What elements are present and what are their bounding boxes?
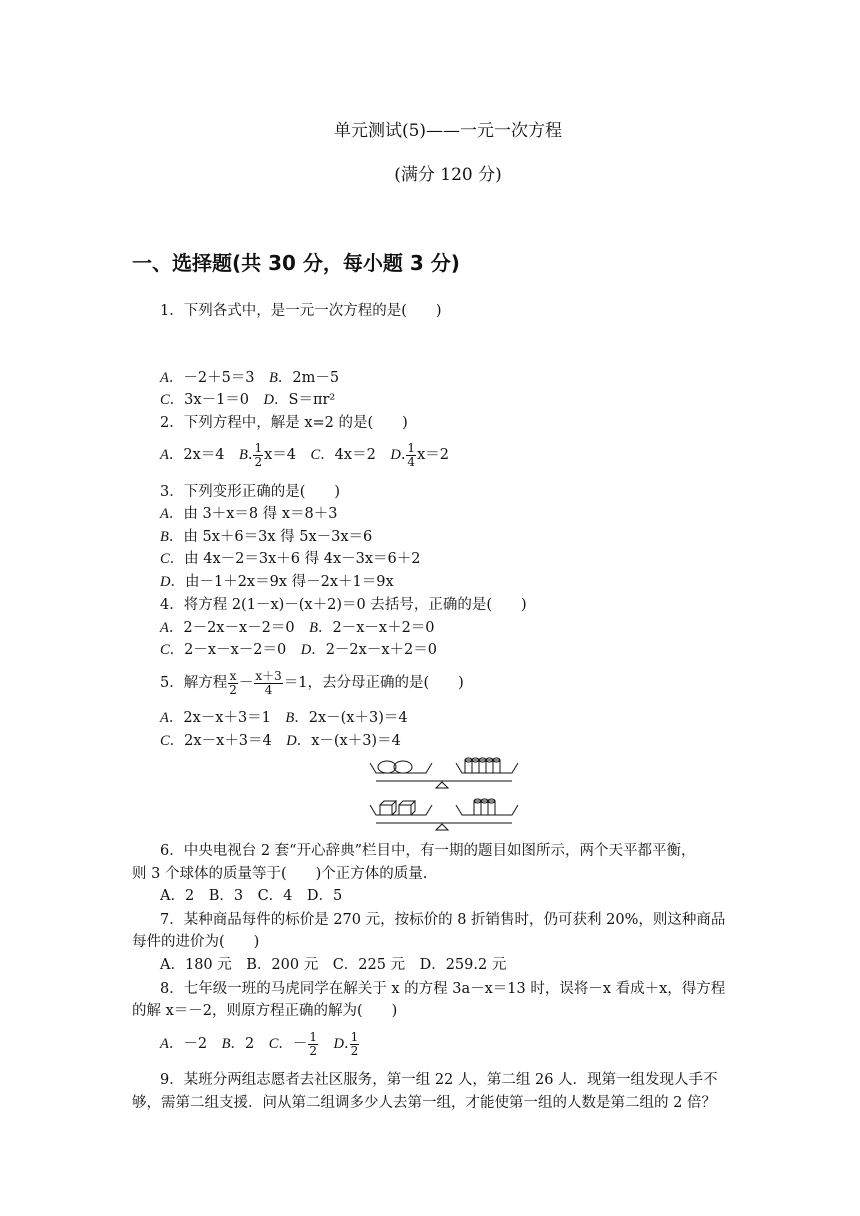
- fraction-one-quarter: $\frac{1}{4}$: [407, 440, 416, 469]
- question-5-options-cd: C．2x－x＋3＝4 D．x－(x＋3)＝4: [160, 733, 401, 749]
- question-9-line-1: 9．某班分两组志愿者去社区服务，第一组 22 人，第二组 26 人．现第一组发现人手不: [160, 1072, 718, 1088]
- q3-option-c-text: 由 4x－2＝3x＋6 得 4x－3x＝6＋2: [184, 551, 421, 567]
- question-8-line-1: 8．七年级一班的马虎同学在解关于 x 的方程 3a－x＝13 时，误将－x 看成＋x，得方程: [160, 981, 726, 997]
- q4-option-a: 2－2x－x－2＝0: [183, 620, 295, 636]
- question-3-stem: 3．下列变形正确的是( ): [160, 484, 341, 500]
- document-subtitle: (满分 120 分): [394, 165, 502, 185]
- question-2-options: A．2x＝4 B. $\frac{1}{2}$ x＝4 C．4x＝2 D. $\frac{1}{4}$ x＝2: [160, 440, 449, 469]
- question-5-stem: 5．解方程 $\frac{x}{2}$ － $\frac{x+3}{4}$ ＝1，去分母正确的是( ): [160, 668, 464, 697]
- question-7-line-1: 7．某种商品每件的标价是 270 元，按标价的 8 折销售时，仍可获利 20%，则这种商品: [160, 912, 726, 928]
- q1-option-d: S＝πr²: [288, 392, 336, 408]
- question-9-line-2: 够，需第二组支援．问从第二组调多少人去第一组，才能使第一组的人数是第二组的 2 倍？: [132, 1095, 716, 1111]
- balance-scales-figure: [366, 755, 526, 833]
- section-heading: 一、选择题(共 30 分，每小题 3 分): [132, 251, 460, 275]
- question-5-options-ab: A．2x－x＋3＝1 B．2x－(x＋3)＝4: [160, 710, 408, 726]
- fraction-one-half-c: $\frac{1}{2}$: [309, 1029, 317, 1058]
- question-6-options: A．2 B．3 C．4 D．5: [160, 888, 343, 904]
- question-2-stem: 2．下列方程中，解是 x=2 的是( ): [160, 415, 408, 431]
- question-4-options-ab: A．2－2x－x－2＝0 B．2－x－x＋2＝0: [160, 620, 435, 636]
- q3-option-b-text: 由 5x＋6＝3x 得 5x－3x＝6: [183, 529, 373, 545]
- question-1-options-ab: A．－2＋5＝3 B．2m－5: [160, 370, 340, 386]
- question-3-option-c: C．由 4x－2＝3x＋6 得 4x－3x＝6＋2: [160, 551, 421, 567]
- question-7-options: A．180 元 B．200 元 C．225 元 D．259.2 元: [160, 957, 507, 973]
- question-7-line-2: 每件的进价为( ): [132, 934, 260, 950]
- question-8-options: A．－2 B．2 C．－ $\frac{1}{2}$ D. $\frac{1}{2}$: [160, 1029, 359, 1058]
- q5-option-b: 2x－(x＋3)＝4: [308, 710, 408, 726]
- fraction-x-over-2: $\frac{x}{2}$: [229, 668, 237, 697]
- q5-option-d: x－(x＋3)＝4: [311, 733, 401, 749]
- question-4-options-cd: C．2－x－x－2＝0 D．2－2x－x＋2＝0: [160, 642, 437, 658]
- q4-option-d: 2－2x－x＋2＝0: [325, 642, 437, 658]
- q5-option-a: 2x－x＋3＝1: [183, 710, 271, 726]
- question-4-stem: 4．将方程 2(1－x)－(x＋2)＝0 去括号，正确的是( ): [160, 597, 527, 613]
- question-3-option-d: D．由－1＋2x＝9x 得－2x＋1＝9x: [160, 574, 394, 590]
- q1-option-c: 3x－1＝0: [184, 392, 250, 408]
- fraction-x-plus-3-over-4: $\frac{x+3}{4}$: [255, 668, 282, 697]
- q4-option-c: 2－x－x－2＝0: [184, 642, 287, 658]
- fraction-one-half-d: $\frac{1}{2}$: [350, 1029, 359, 1058]
- q1-option-b: 2m－5: [292, 370, 340, 386]
- question-6-line-2: 则 3 个球体的质量等于( )个正方体的质量.: [132, 866, 428, 882]
- q1-option-a: －2＋5＝3: [183, 370, 255, 386]
- document-title: 单元测试(5)——一元一次方程: [333, 121, 563, 141]
- question-3-option-a: A．由 3＋x＝8 得 x＝8＋3: [160, 506, 338, 522]
- q3-option-d-text: 由－1＋2x＝9x 得－2x＋1＝9x: [184, 574, 394, 590]
- question-1-options-cd: C．3x－1＝0 D．S＝πr²: [160, 392, 336, 408]
- question-3-option-b: B．由 5x＋6＝3x 得 5x－3x＝6: [160, 529, 373, 545]
- fraction-one-half: $\frac{1}{2}$: [254, 440, 263, 469]
- question-6-line-1: 6．中央电视台 2 套“开心辞典”栏目中，有一期的题目如图所示，两个天平都平衡，: [160, 843, 696, 859]
- question-8-line-2: 的解 x＝－2，则原方程正确的解为( ): [132, 1003, 398, 1019]
- question-1-stem: 1．下列各式中，是一元一次方程的是( ): [160, 303, 442, 319]
- q3-option-a-text: 由 3＋x＝8 得 x＝8＋3: [183, 506, 338, 522]
- q5-option-c: 2x－x＋3＝4: [184, 733, 272, 749]
- q4-option-b: 2－x－x＋2＝0: [332, 620, 435, 636]
